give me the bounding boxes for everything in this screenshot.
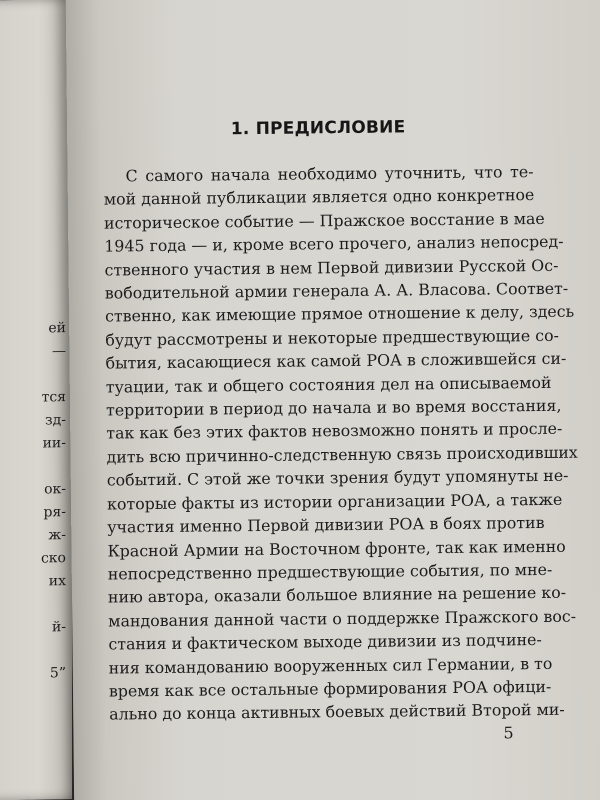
text-line: ственного участия в нем Первой дивизии Русской Ос-	[104, 255, 559, 280]
text-line: 1945 года — и, кроме всего прочего, анализ непосред-	[104, 231, 564, 256]
current-page	[66, 0, 600, 800]
body-text	[103, 160, 578, 726]
text-line: стания и фактическом выходе дивизии из подчине-	[108, 630, 542, 654]
chapter-title: 1. ПРЕДИСЛОВИЕ	[230, 117, 406, 140]
text-line: будут рассмотрены и некоторые предшествующие со-	[105, 325, 559, 350]
previous-page-fragment: ж-	[48, 527, 66, 544]
previous-page-fragment	[41, 593, 66, 616]
previous-page-fragment: их	[48, 573, 66, 590]
text-line: ально до конца активных боевых действий Второй ми-	[109, 700, 565, 724]
page-number: 5	[503, 723, 514, 743]
text-line: нию автора, оказали большое влияние на решение ко-	[107, 583, 567, 607]
text-line: мандования данной части о поддержке Пражского вос-	[108, 606, 577, 631]
text-line: территории в период до начала и во время восстания,	[105, 395, 562, 420]
previous-page-fragment: й-	[51, 619, 66, 636]
previous-page-fragment: ии-	[42, 435, 66, 452]
previous-page-fragment: тся	[41, 389, 66, 406]
text-line: ственно, как имеющие прямое отношение к делу, здесь	[104, 302, 575, 326]
previous-page-fragment: —	[52, 343, 66, 360]
text-line: вободительной армии генерала А. А. Власова. Соответ-	[104, 278, 569, 303]
previous-page-fragment: ско	[40, 550, 66, 567]
previous-page-fragment: ок-	[44, 481, 66, 498]
text-line: так как без этих фактов невозможно понять и просле-	[106, 419, 563, 444]
text-line: историческое событие — Пражское восстание в мае	[103, 208, 545, 233]
previous-page-fragment	[41, 455, 66, 478]
text-line: мой данной публикации является одно конкретное	[103, 185, 535, 209]
text-line: бытия, касающиеся как самой РОА в сложившейся си-	[105, 348, 567, 373]
text-line: непосредственно предшествующие события, по мне-	[107, 559, 553, 584]
previous-page-fragment: 5”	[49, 665, 66, 682]
previous-page-fragment: ей	[48, 320, 66, 337]
show-through-text	[366, 0, 600, 120]
text-line: туации, так и общего состояния дел на описываемой	[105, 372, 552, 397]
text-line: ния командованию вооруженных сил Германии, в то	[108, 653, 553, 678]
text-line: С самого начала необходимо уточнить, что те-	[125, 162, 534, 186]
previous-page-fragment: зд-	[45, 412, 66, 429]
text-line: событий. С этой же точки зрения будут упомянуты не-	[106, 465, 569, 490]
previous-page	[0, 0, 72, 800]
text-line: дить всю причинно-следственную связь происходивших	[106, 442, 578, 467]
text-line: которые факты из истории организации РОА, а также	[106, 489, 563, 514]
page-content	[103, 116, 578, 726]
text-line: время как все остальные формирования РОА офици-	[108, 676, 552, 701]
previous-page-fragment: ря-	[43, 504, 66, 521]
previous-page-text	[41, 317, 66, 685]
text-line: Красной Армии на Восточном фронте, так как именно	[107, 536, 566, 561]
text-line: участия именно Первой дивизии РОА в боях против	[107, 513, 545, 537]
previous-page-fragment	[41, 639, 66, 662]
previous-page-fragment	[41, 363, 66, 386]
